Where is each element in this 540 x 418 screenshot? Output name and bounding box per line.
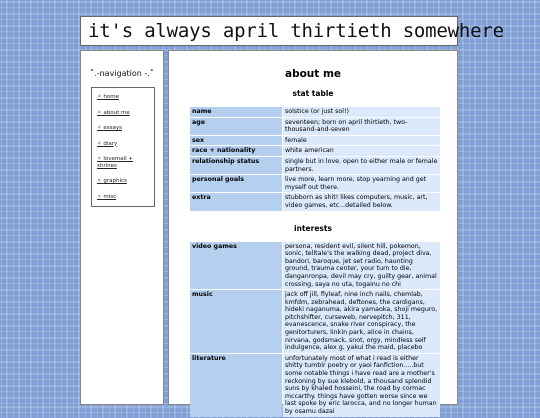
table-row [190,157,440,174]
table-row [190,242,440,290]
nav-title: ˚.-navigation -.˚ [90,69,154,78]
row-key: literature [190,354,282,417]
stat-table [189,106,441,212]
row-key: video games [190,242,282,290]
nav-link-home[interactable]: ✧ home [97,94,119,100]
row-key: age [190,118,282,135]
star-icon: ✧ [97,156,102,162]
table-row [190,175,440,192]
star-icon: ✧ [97,94,102,100]
interests-heading: interests [294,223,332,233]
row-value: female [283,136,440,146]
site-title: it's always april thirtieth somewhere [88,20,504,42]
row-key: sex [190,136,282,146]
row-value: jack off jill, flyleaf, nine inch nails, chemlab, kmfdm, zebrahead, deftones, the cardigans, hideki naganuma, akira yamaoka, shoji meguro, pitchshifter, curseweb, nervepitch, 311, evanescence, snake river conspiracy, the genitorturers, linkin park, alice in chains, nirvana, godsmack, snot, orgy, mindless self indulgence, alex g, yakui the maid, placebo [283,290,440,353]
row-key: name [190,107,282,117]
row-value: stubborn as shit! likes computers, music, art, video games, etc...detailed below. [283,193,440,210]
table-row [190,136,440,146]
nav-link-diary[interactable]: ✧ diary [97,140,118,147]
table-row [190,290,440,353]
row-value: solstice (or just sol!) [283,107,440,117]
table-row [190,118,440,135]
table-row [190,107,440,117]
row-value: white american [283,146,440,156]
table-row [190,193,440,210]
star-icon: ✧ [97,109,102,116]
site-header [80,16,504,46]
nav-link-about-me[interactable]: ✧ about me [97,109,130,116]
page-title: about me [284,68,342,80]
nav-link-lovemail-shrines[interactable]: ✧ lovemail + shrines [97,156,134,169]
row-value: live more, learn more, stop yearning and get myself out there. [283,175,440,192]
row-key: race + nationality [190,146,282,156]
row-key: music [190,290,282,353]
nav-menu [91,87,155,207]
row-key: extra [190,193,282,210]
row-value: persona, resident evil, silent hill, pokemon, sonic, telltale's the walking dead, project diva, bandori, baroque, jet set radio, haunting ground, trauma center, your turn to die, danganronpa, devil may cry, guilty gear, animal crossing, saya no uta, togainu no chi [283,242,440,290]
table-row [190,354,440,417]
nav-link-misc[interactable]: ✧ misc [97,193,117,200]
table-row [190,146,440,156]
row-value: unfortunately most of what i read is either shitty tumblr poetry or yaoi fanfiction.....but some notable things i have read are a mother's reckoning by sue klebold, a thousand splendid suns by khaled hosseini, the road by cormac mccarthy. things have gotten worse since we last spoke by eric larocca, and no longer human by osamu dazai [283,354,440,417]
interests-table [189,241,441,418]
star-icon: ✧ [97,125,102,131]
star-icon: ✧ [97,193,102,200]
row-value: single but in love. open to either male or female partners. [283,157,440,174]
nav-link-essays[interactable]: ✧ essays [97,125,122,131]
stat-table-heading: stat table [292,89,334,98]
star-icon: ✧ [97,140,102,147]
nav-link-graphics[interactable]: ✧ graphics [97,178,127,184]
sidebar [80,50,164,405]
row-value: seventeen; born on april thirtieth, two-thousand-and-seven [283,118,440,135]
row-key: relationship status [190,157,282,174]
row-key: personal goals [190,175,282,192]
star-icon: ✧ [97,178,102,184]
main-content [168,50,458,415]
